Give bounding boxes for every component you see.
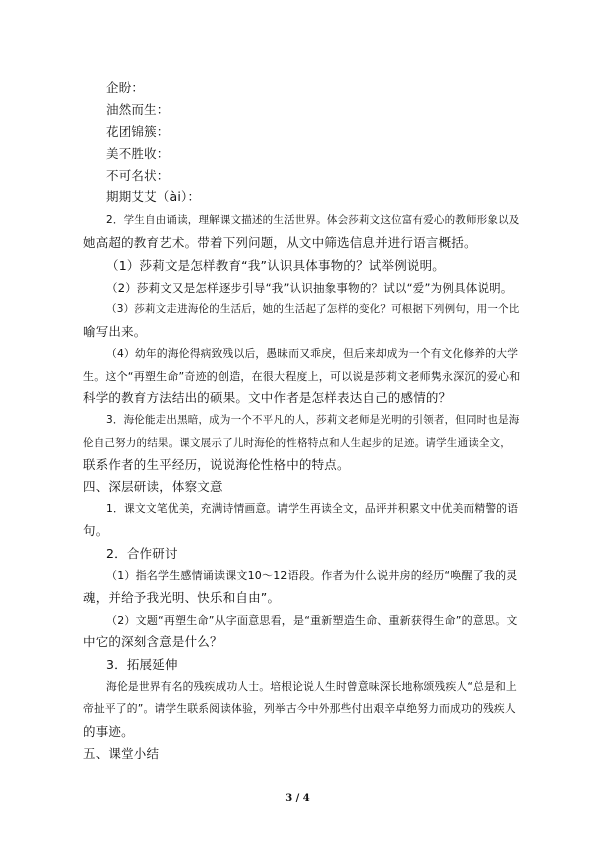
- text-line: 油然而生：: [106, 102, 170, 117]
- text-line: 句。: [83, 523, 109, 538]
- text-line: （3）莎莉文走进海伦的生活后，她的生活起了怎样的变化？可根据下列例句，用一个比: [106, 303, 520, 315]
- text-line: 美不胜收：: [106, 146, 170, 161]
- text-line: 3．拓展延伸: [106, 657, 178, 672]
- text-line: 花团锦簇：: [106, 124, 170, 139]
- text-line: 2．学生自由诵读，理解课文描述的生活世界。体会莎莉文这位富有爱心的教师形象以及: [106, 214, 520, 226]
- text-line: 科学的教育方法结出的硕果。文中作者是怎样表达自己的感情的？: [83, 390, 452, 405]
- text-line: （4）幼年的海伦得病致残以后，愚昧而又乖戾，但后来却成为一个有文化修养的大学: [106, 347, 519, 360]
- text-line: 不可名状：: [106, 168, 170, 183]
- text-line: （2）莎莉文又是怎样逐步引导“我”认识抽象事物的？试以“爱”为例具体说明。: [106, 281, 513, 295]
- text-line: 企盼：: [106, 80, 145, 95]
- text-line: 帝扯平了的”。请学生联系阅读体验，列举古今中外那些付出艰辛卓绝努力而成功的残疾人: [83, 702, 516, 715]
- text-line: 四、深层研读，体察文意: [83, 479, 223, 494]
- text-line: 伦自己努力的结果。课文展示了儿时海伦的性格特点和人生起步的足迹。请学生通读全文，: [83, 437, 511, 449]
- text-line: 3．海伦能走出黑暗，成为一个不平凡的人，莎莉文老师是光明的引领者，但同时也是海: [106, 414, 520, 426]
- text-line: （1）指名学生感情诵读课文10～12语段。作者为什么说井房的经历“唤醒了我的灵: [106, 569, 518, 582]
- text-line: 喻写出来。: [83, 324, 147, 339]
- text-line: 2．合作研讨: [106, 546, 178, 561]
- text-line: 1．课文文笔优美，充满诗情画意。请学生再读全文，品评并积累文中优美而精警的语: [106, 502, 519, 515]
- text-line: 魂，并给予我光明、快乐和自由”。: [83, 590, 281, 605]
- text-line: 中它的深刻含意是什么？: [83, 634, 223, 649]
- page-number: 3 / 4: [285, 793, 310, 804]
- text-line: 的事迹。: [83, 724, 134, 739]
- text-line: 生。这个“再塑生命”奇迹的创造，在很大程度上，可以说是莎莉文老师隽永深沉的爱心和: [83, 370, 521, 383]
- text-line: 期期艾艾（ài）：: [106, 189, 201, 204]
- text-line: （2）文题“再塑生命”从字面意思看，是“重新塑造生命、重新获得生命”的意思。文: [106, 614, 518, 627]
- text-line: 她高超的教育艺术。带着下列问题，从文中筛选信息并进行语言概括。: [83, 235, 477, 250]
- text-line: 联系作者的生平经历，说说海伦性格中的特点。: [83, 457, 350, 472]
- text-line: 五、课堂小结: [83, 746, 160, 761]
- text-line: （1）莎莉文是怎样教育“我”认识具体事物的？试举例说明。: [106, 258, 446, 273]
- text-line: 海伦是世界有名的残疾成功人士。培根论说人生时曾意味深长地称颂残疾人“总是和上: [106, 680, 517, 693]
